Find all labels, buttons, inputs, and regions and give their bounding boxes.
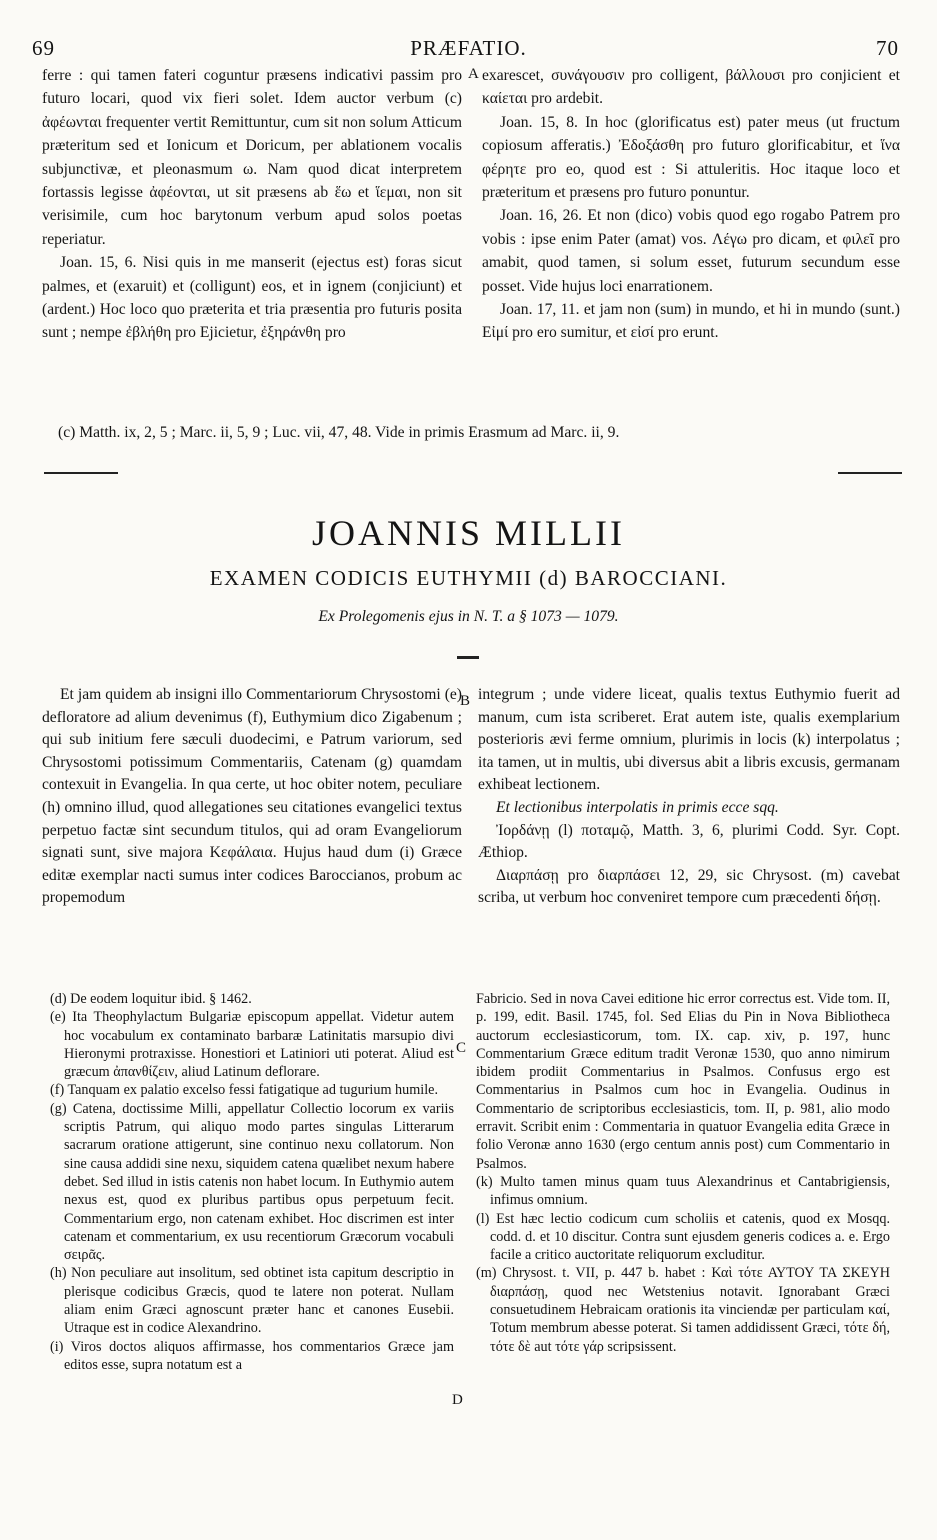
- paragraph: Joan. 16, 26. Et non (dico) vobis quod ego rogabo Patrem pro vobis : ipse enim Pater (amat) vos. Λέγω pro dicam, et φιλεῖ pro amabit, quod tamen, si solum esset, futurum secundum esse posset. Vide hujus loci enarrationem.: [482, 207, 900, 295]
- section-source: Ex Prolegomenis ejus in N. T. a § 1073 — 1079.: [318, 608, 619, 625]
- margin-letter-a: A: [468, 66, 479, 82]
- paragraph: Διαρπάσῃ pro διαρπάσει 12, 29, sic Chrysost. (m) cavebat scriba, ut verbum hoc conveniret tempore cum præcedenti δήσῃ.: [478, 866, 900, 907]
- footnote: (d) De eodem loquitur ibid. § 1462.: [50, 991, 252, 1007]
- footnote: (h) Non peculiare aut insolitum, sed obtinet ista capitum descriptio in plerisque codicibus Græcis, quod te latere non poterat. Nullam aliam enim Græci agnoscunt præter hanc et canones Eusebii. Utraque est in codice Alexandrino.: [50, 1265, 454, 1337]
- footnote: (f) Tanquam ex palatio excelso fessi fatigatique ad tugurium humile.: [50, 1082, 438, 1099]
- notes-right-column: [476, 990, 890, 1356]
- footnote: Fabricio. Sed in nova Cavei editione hic error correctus est. Vide tom. II, p. 199, edit. Basil. 1745, fol. Sed Elias du Pin in Nova Bibliotheca auctorum ecclesiasticorum, tom. IX. cap. xiv, p. 197, hunc Commentarium Græce editum tradit Veronæ 1530, quo anno nimirum ibidem prodiit Commentarius in Psalmos. Confusus ergo est Commentarius in Psalmos cum hoc in Evangelia. Oudinus in Commentario de scriptoribus ecclesiasticis, tom. II, p. 981, alio modo erravit. Scribit enim : Commentaria in quatuor Evangelia edita Græce in folio Veronæ anno 1630 (ergo centum annis post) cum Commentario in Psalmos.: [476, 991, 890, 1172]
- paragraph: Ἰορδάνῃ (l) ποταμῷ, Matth. 3, 6, plurimi Codd. Syr. Copt. Æthiop.: [478, 821, 900, 862]
- paragraph: ferre : qui tamen fateri coguntur præsens indicativi passim pro futuro locari, quod vix fieri solet. Idem auctor verbum (c) ἀφέωνται frequenter vertit Remittuntur, cum sit non solum Atticum præteritum sed et Ionicum et Doricum, per ablationem vocalis subjunctivæ, et pleonasmum ω. Nam quod dicat interpretem fortassis legisse ἀφέονται, ut sit præsens ab ἕω et ἵεμαι, non sit verisimile, cum hoc barytonum verbum apud solos poetas reperiatur.: [42, 67, 462, 248]
- footnote: (g) Catena, doctissime Milli, appellatur Collectio locorum ex variis scriptis Patrum, qui aliquo modo partes singulas Litterarum sacrarum oratione attigerunt, sine continuo nexu collatorum. Non sine causa addidi sine nexu, siquidem catena quælibet nexum habere debet. Sed illud in istis catenis non habet locum. In Euthymio autem nexus est, quod ex pluribus partibus opus perpetuum fecit. Commentarium ergo, non catenam exhibet. Hoc discrimen est inter catenam et commentarium, ex usu recentiorum Græcorum vocabuli σειρᾶς.: [50, 1100, 454, 1264]
- footnote: (l) Est hæc lectio codicum cum scholiis et catenis, quod ex Mosqq. codd. d. et 10 discitur. Contra sunt ejusdem generis codices a. e. Ergo facile a critico auctoritate reliquorum excluditur.: [476, 1210, 890, 1264]
- middle-right-column: [478, 684, 900, 910]
- paragraph: Joan. 15, 8. In hoc (glorificatus est) pater meus (ut fructum copiosum afferatis.) Ἐδοξάσθη pro futuro glorificabitur, et ἵνα φέρητε pro eo, quod est : Si attuleritis. Hoc itaque loco et præteritum et præsens pro futuro ponuntur.: [482, 113, 900, 202]
- notes-left-column: [50, 990, 454, 1374]
- top-left-column: [42, 64, 462, 345]
- footnote-c: (c) Matth. ix, 2, 5 ; Marc. ii, 5, 9 ; Luc. vii, 47, 48. Vide in primis Erasmum ad Marc. ii, 9.: [58, 424, 620, 441]
- margin-letter-b: B: [460, 693, 471, 709]
- paragraph: integrum ; unde videre liceat, qualis textus Euthymio fuerit ad manum, cum ista scriberet. Erat autem iste, qualis exemplarium posterioris ævi ferme omnium, plurimis in locis (k) interpolatus ; ita tamen, ut in multis, ubi diversus abit a libris excusis, germanam exhibeat lectionem.: [478, 686, 900, 794]
- divider-rule-left: [44, 472, 118, 474]
- middle-left-column: [42, 684, 462, 910]
- section-title: JOANNIS MILLII: [312, 513, 625, 553]
- paragraph: exarescet, συνάγουσιν pro colligent, βάλλουσι pro conjicient et καίεται pro ardebit.: [482, 67, 900, 108]
- margin-letter-c: C: [456, 1040, 467, 1056]
- margin-letter-d: D: [452, 1392, 463, 1408]
- running-title: PRÆFATIO.: [410, 36, 527, 60]
- right-page-number: 70: [876, 36, 899, 60]
- paragraph: Joan. 17, 11. et jam non (sum) in mundo, et hi in mundo (sunt.) Εἰμί pro ero sumitur, et εἰσί pro erunt.: [482, 301, 900, 342]
- top-right-column: [482, 64, 900, 345]
- paragraph: Joan. 15, 6. Nisi quis in me manserit (ejectus est) foras sicut palmes, et (exaruit) et (colligunt) eos, et in ignem (conjiciunt) et (ardent.) Hoc loco quo præterita et tria præsentia pro futuris posita sunt ; nempe ἐβλήθη pro Ejicietur, ἐξηράνθη pro: [42, 254, 462, 342]
- footnote: (e) Ita Theophylactum Bulgariæ episcopum appellat. Videtur autem hoc vocabulum ex contaminato barbaræ Latinitatis marsupio divi Hieronymi protraxisse. Honestiori et Latiniori uti poterat. Aliud est græcum ἀπανθίζειν, aliud Latinum deflorare.: [50, 1009, 454, 1081]
- footnote: (i) Viros doctos aliquos affirmasse, hos commentarios Græce jam editos esse, supra notatum est a: [50, 1338, 454, 1373]
- left-page-number: 69: [32, 36, 55, 60]
- footnote: (k) Multo tamen minus quam tuus Alexandrinus et Cantabrigiensis, infimus omnium.: [476, 1173, 890, 1209]
- short-divider: [457, 656, 479, 659]
- paragraph: Et lectionibus interpolatis in primis ecce sqq.: [496, 798, 779, 816]
- footnote: (m) Chrysost. t. VII, p. 447 b. habet : Καὶ τότε ΑΥΤΟΥ ΤΑ ΣΚΕΥΗ διαρπάσῃ, quod nec Wetstenius notavit. Ignorabant Græci consuetudinem Hebraicam orationis ita vinciendæ per particulam καί, Totum membrum abesse poterat. Si tamen addidissent Græci, τότε δή, τότε δὲ aut τότε γάρ scripsissent.: [476, 1265, 890, 1355]
- divider-rule-right: [838, 472, 902, 474]
- paragraph: Et jam quidem ab insigni illo Commentariorum Chrysostomi (e) defloratore ad alium devenimus (f), Euthymium dico Zigabenum ; qui sub initium fere sæculi duodecimi, e Patrum variorum, sed Chrysostomi potissimum Commentariis, Catenam (g) quamdam contexuit in Evangelia. In qua certe, ut hoc obiter notem, peculiare (h) omnino illud, quod allegationes seu citationes evangelici textus perpetuo factæ sint secundum titulos, qui ad oram Evangeliorum signati sunt, sive majora Κεφάλαια. Hujus haud dum (i) Græce editæ exemplar nacti sumus inter codices Baroccianos, probum ac propemodum: [42, 686, 462, 907]
- section-subtitle: EXAMEN CODICIS EUTHYMII (d) BAROCCIANI.: [209, 566, 728, 590]
